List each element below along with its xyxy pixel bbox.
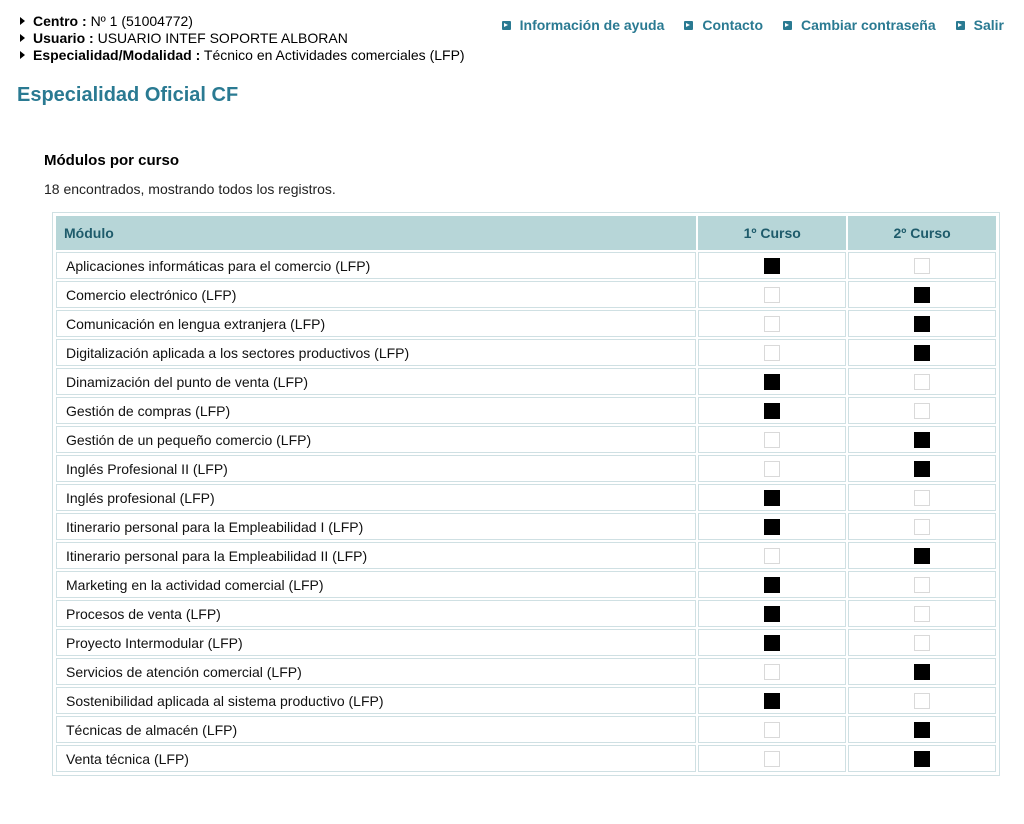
curso-2-cell bbox=[848, 629, 996, 656]
especialidad-line bbox=[20, 47, 465, 64]
table-row bbox=[56, 455, 996, 482]
curso-2-cell bbox=[848, 310, 996, 337]
logout-link[interactable] bbox=[956, 17, 1004, 33]
bullet-triangle-icon bbox=[20, 51, 25, 59]
arrow-right-icon bbox=[684, 21, 693, 30]
checked-square-icon bbox=[914, 432, 930, 448]
module-name-cell: Marketing en la actividad comercial (LFP) bbox=[56, 571, 696, 598]
module-name-cell: Comercio electrónico (LFP) bbox=[56, 281, 696, 308]
empty-square-icon bbox=[764, 345, 780, 361]
checked-square-icon bbox=[914, 345, 930, 361]
module-name-cell: Servicios de atención comercial (LFP) bbox=[56, 658, 696, 685]
usuario-label: Usuario : bbox=[33, 30, 94, 46]
empty-square-icon bbox=[914, 519, 930, 535]
curso-2-cell bbox=[848, 658, 996, 685]
curso-1-cell bbox=[698, 252, 846, 279]
table-row bbox=[56, 542, 996, 569]
module-name-cell: Técnicas de almacén (LFP) bbox=[56, 716, 696, 743]
table-row bbox=[56, 658, 996, 685]
empty-square-icon bbox=[764, 461, 780, 477]
curso-1-cell bbox=[698, 629, 846, 656]
header-curso-2[interactable]: 2º Curso bbox=[848, 216, 996, 250]
change-password-link-label: Cambiar contraseña bbox=[801, 17, 936, 33]
checked-square-icon bbox=[764, 606, 780, 622]
table-body bbox=[56, 252, 996, 772]
checked-square-icon bbox=[914, 751, 930, 767]
empty-square-icon bbox=[914, 577, 930, 593]
contact-link[interactable] bbox=[684, 17, 763, 33]
help-link[interactable] bbox=[502, 17, 665, 33]
curso-2-cell bbox=[848, 716, 996, 743]
module-name-cell: Dinamización del punto de venta (LFP) bbox=[56, 368, 696, 395]
table-row bbox=[56, 629, 996, 656]
checked-square-icon bbox=[764, 577, 780, 593]
table-row bbox=[56, 339, 996, 366]
empty-square-icon bbox=[764, 432, 780, 448]
bullet-triangle-icon bbox=[20, 34, 25, 42]
table-row bbox=[56, 716, 996, 743]
curso-2-cell bbox=[848, 339, 996, 366]
curso-2-cell bbox=[848, 484, 996, 511]
curso-2-cell bbox=[848, 252, 996, 279]
empty-square-icon bbox=[764, 548, 780, 564]
module-name-cell: Aplicaciones informáticas para el comercio (LFP) bbox=[56, 252, 696, 279]
curso-2-cell bbox=[848, 687, 996, 714]
curso-2-cell bbox=[848, 542, 996, 569]
module-name-cell: Digitalización aplicada a los sectores productivos (LFP) bbox=[56, 339, 696, 366]
empty-square-icon bbox=[914, 258, 930, 274]
module-name-cell: Gestión de compras (LFP) bbox=[56, 397, 696, 424]
curso-1-cell bbox=[698, 426, 846, 453]
checked-square-icon bbox=[764, 693, 780, 709]
table-row bbox=[56, 426, 996, 453]
curso-2-cell bbox=[848, 745, 996, 772]
curso-1-cell bbox=[698, 745, 846, 772]
usuario-line bbox=[20, 30, 465, 47]
module-name-cell: Sostenibilidad aplicada al sistema productivo (LFP) bbox=[56, 687, 696, 714]
checked-square-icon bbox=[914, 461, 930, 477]
module-name-cell: Gestión de un pequeño comercio (LFP) bbox=[56, 426, 696, 453]
header-curso-1[interactable]: 1º Curso bbox=[698, 216, 846, 250]
especialidad-label: Especialidad/Modalidad : bbox=[33, 47, 201, 63]
help-link-label: Información de ayuda bbox=[519, 17, 665, 33]
table-row bbox=[56, 368, 996, 395]
checked-square-icon bbox=[764, 519, 780, 535]
curso-1-cell bbox=[698, 542, 846, 569]
record-count: 18 encontrados, mostrando todos los registros. bbox=[44, 181, 336, 197]
empty-square-icon bbox=[914, 490, 930, 506]
module-name-cell: Itinerario personal para la Empleabilidad I (LFP) bbox=[56, 513, 696, 540]
table-header-row bbox=[56, 216, 996, 250]
checked-square-icon bbox=[764, 374, 780, 390]
empty-square-icon bbox=[914, 403, 930, 419]
user-info bbox=[20, 13, 465, 64]
contact-link-label: Contacto bbox=[702, 17, 764, 33]
modules-table bbox=[54, 214, 998, 774]
checked-square-icon bbox=[764, 258, 780, 274]
arrow-right-icon bbox=[502, 21, 511, 30]
curso-2-cell bbox=[848, 281, 996, 308]
page-title: Especialidad Oficial CF bbox=[17, 84, 239, 106]
curso-1-cell bbox=[698, 455, 846, 482]
empty-square-icon bbox=[914, 635, 930, 651]
curso-2-cell bbox=[848, 571, 996, 598]
empty-square-icon bbox=[764, 751, 780, 767]
section-title: Módulos por curso bbox=[44, 152, 179, 169]
empty-square-icon bbox=[914, 693, 930, 709]
curso-1-cell bbox=[698, 687, 846, 714]
bullet-triangle-icon bbox=[20, 17, 25, 25]
module-name-cell: Inglés Profesional II (LFP) bbox=[56, 455, 696, 482]
checked-square-icon bbox=[764, 403, 780, 419]
empty-square-icon bbox=[764, 287, 780, 303]
checked-square-icon bbox=[914, 548, 930, 564]
checked-square-icon bbox=[764, 635, 780, 651]
curso-1-cell bbox=[698, 281, 846, 308]
table-row bbox=[56, 484, 996, 511]
table-row bbox=[56, 745, 996, 772]
change-password-link[interactable] bbox=[783, 17, 936, 33]
modules-table-wrapper bbox=[52, 212, 1000, 776]
empty-square-icon bbox=[914, 374, 930, 390]
module-name-cell: Venta técnica (LFP) bbox=[56, 745, 696, 772]
logout-link-label: Salir bbox=[973, 17, 1004, 33]
module-name-cell: Proyecto Intermodular (LFP) bbox=[56, 629, 696, 656]
especialidad-value: Técnico en Actividades comerciales (LFP) bbox=[203, 47, 465, 63]
curso-1-cell bbox=[698, 339, 846, 366]
centro-value: Nº 1 (51004772) bbox=[90, 13, 193, 29]
table-row bbox=[56, 397, 996, 424]
empty-square-icon bbox=[764, 722, 780, 738]
curso-2-cell bbox=[848, 397, 996, 424]
curso-2-cell bbox=[848, 600, 996, 627]
arrow-right-icon bbox=[783, 21, 792, 30]
curso-1-cell bbox=[698, 484, 846, 511]
table-row bbox=[56, 252, 996, 279]
table-row bbox=[56, 513, 996, 540]
checked-square-icon bbox=[914, 287, 930, 303]
checked-square-icon bbox=[914, 664, 930, 680]
module-name-cell: Inglés profesional (LFP) bbox=[56, 484, 696, 511]
table-row bbox=[56, 281, 996, 308]
curso-1-cell bbox=[698, 513, 846, 540]
header-modulo[interactable]: Módulo bbox=[56, 216, 696, 250]
curso-1-cell bbox=[698, 368, 846, 395]
top-links bbox=[482, 17, 1004, 33]
arrow-right-icon bbox=[956, 21, 965, 30]
module-name-cell: Itinerario personal para la Empleabilidad II (LFP) bbox=[56, 542, 696, 569]
empty-square-icon bbox=[764, 664, 780, 680]
table-row bbox=[56, 310, 996, 337]
curso-2-cell bbox=[848, 368, 996, 395]
curso-1-cell bbox=[698, 397, 846, 424]
curso-1-cell bbox=[698, 658, 846, 685]
module-name-cell: Comunicación en lengua extranjera (LFP) bbox=[56, 310, 696, 337]
empty-square-icon bbox=[764, 316, 780, 332]
curso-1-cell bbox=[698, 310, 846, 337]
centro-line bbox=[20, 13, 465, 30]
module-name-cell: Procesos de venta (LFP) bbox=[56, 600, 696, 627]
curso-2-cell bbox=[848, 426, 996, 453]
usuario-value: USUARIO INTEF SOPORTE ALBORAN bbox=[97, 30, 348, 46]
checked-square-icon bbox=[914, 316, 930, 332]
empty-square-icon bbox=[914, 606, 930, 622]
checked-square-icon bbox=[914, 722, 930, 738]
curso-2-cell bbox=[848, 513, 996, 540]
curso-1-cell bbox=[698, 600, 846, 627]
centro-label: Centro : bbox=[33, 13, 87, 29]
table-row bbox=[56, 571, 996, 598]
table-row bbox=[56, 687, 996, 714]
table-row bbox=[56, 600, 996, 627]
curso-1-cell bbox=[698, 716, 846, 743]
curso-2-cell bbox=[848, 455, 996, 482]
curso-1-cell bbox=[698, 571, 846, 598]
checked-square-icon bbox=[764, 490, 780, 506]
